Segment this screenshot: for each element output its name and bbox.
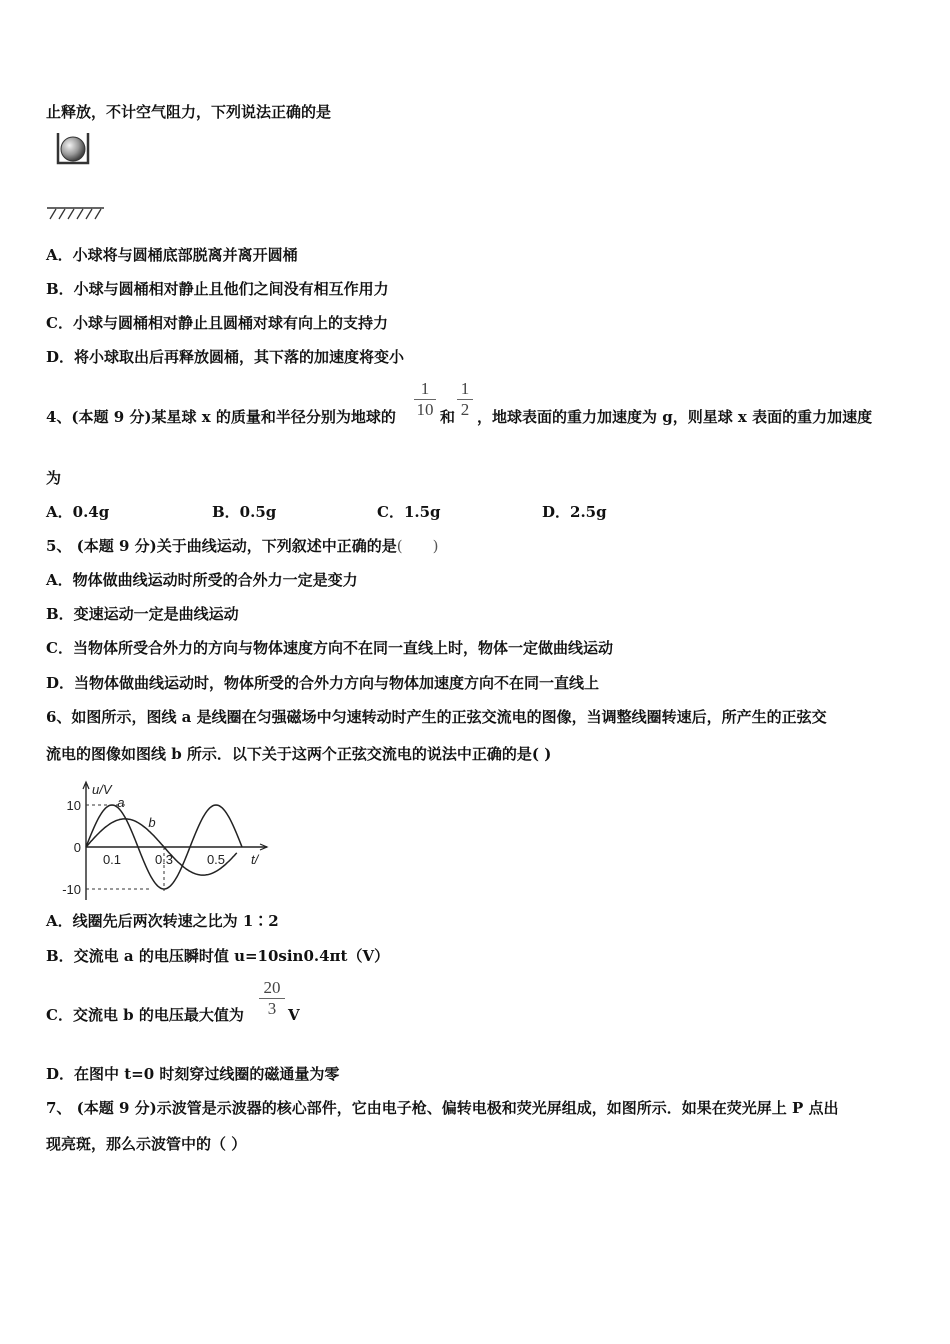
q4-option-c: C．1.5g bbox=[377, 503, 441, 521]
q5-answer-blank: ( ) bbox=[396, 537, 439, 555]
q4-stem-part-1: 4、(本题 9 分)某星球 x 的质量和半径分别为地球的 bbox=[46, 408, 396, 426]
series-a-label: a bbox=[117, 795, 125, 810]
x-axis-label: t/ bbox=[251, 852, 259, 867]
y-axis-label: u/V bbox=[92, 782, 112, 797]
y-tick-label: 10 bbox=[66, 798, 81, 813]
q6-option-a: A．线圈先后两次转速之比为 1∶2 bbox=[46, 912, 279, 930]
series-b-label: b bbox=[148, 814, 156, 830]
q5-option-b: B．变速运动一定是曲线运动 bbox=[46, 605, 239, 623]
q3-option-b: B．小球与圆桶相对静止且他们之间没有相互作用力 bbox=[46, 280, 389, 298]
q6-option-c-text: C．交流电 b 的电压最大值为 bbox=[46, 1006, 244, 1024]
q6-option-b: B．交流电 a 的电压瞬时值 u=10sin0.4πt（V） bbox=[46, 947, 390, 965]
q4-stem-part-2: ，地球表面的重力加速度为 g，则星球 x 表面的重力加速度 bbox=[477, 408, 873, 426]
ac-voltage-chart bbox=[55, 778, 275, 902]
q5-option-d: D．当物体做曲线运动时，物体所受的合外力方向与物体加速度方向不在同一直线上 bbox=[46, 674, 600, 692]
q5-stem-text: 5、 (本题 9 分)关于曲线运动，下列叙述中正确的是 bbox=[46, 537, 397, 555]
question-3-stem-tail: 止释放，不计空气阻力，下列说法正确的是 bbox=[46, 103, 332, 121]
q4-frac2-denominator: 2 bbox=[460, 400, 470, 419]
q6-c-denominator: 3 bbox=[267, 999, 277, 1018]
q3-option-c: C．小球与圆桶相对静止且圆桶对球有向上的支持力 bbox=[46, 314, 388, 332]
q5-option-a: A．物体做曲线运动时所受的合外力一定是变力 bbox=[46, 571, 358, 589]
q3-option-a: A．小球将与圆桶底部脱离并离开圆桶 bbox=[46, 246, 298, 264]
q7-stem-line-1: 7、 (本题 9 分)示波管是示波器的核心部件，它由电子枪、偏转电极和荧光屏组成，如图所示．如果在荧光屏上 P 点出 bbox=[46, 1099, 839, 1117]
q4-option-a: A．0.4g bbox=[46, 503, 110, 521]
q5-option-c: C．当物体所受合外力的方向与物体速度方向不在同一直线上时，物体一定做曲线运动 bbox=[46, 639, 613, 657]
x-tick-label: 0.1 bbox=[102, 852, 122, 867]
q4-fraction-1-2 bbox=[457, 380, 473, 419]
y-tick-label: 0 bbox=[73, 840, 81, 855]
y-tick-label: -10 bbox=[62, 882, 81, 897]
q6-stem-line-1: 6、如图所示，图线 a 是线圈在匀强磁场中匀速转动时产生的正弦交流电的图像，当调整线圈转速后，所产生的正弦交 bbox=[46, 708, 827, 726]
q3-option-d: D．将小球取出后再释放圆桶，其下落的加速度将变小 bbox=[46, 348, 405, 366]
q4-option-b: B．0.5g bbox=[212, 503, 277, 521]
q7-stem-line-2: 现亮斑，那么示波管中的（ ） bbox=[46, 1135, 247, 1153]
q6-option-c-unit: V bbox=[288, 1006, 300, 1024]
q4-frac1-numerator: 1 bbox=[420, 379, 430, 398]
q6-option-d: D．在图中 t=0 时刻穿过线圈的磁通量为零 bbox=[46, 1065, 340, 1083]
q6-c-fraction-20-3 bbox=[259, 979, 285, 1018]
q4-conjunction: 和 bbox=[440, 408, 456, 426]
x-tick-label: 0.5 bbox=[206, 852, 226, 867]
q4-option-d: D．2.5g bbox=[542, 503, 607, 521]
q5-stem bbox=[46, 536, 438, 556]
q4-frac2-numerator: 1 bbox=[460, 379, 470, 398]
q4-stem-part-3: 为 bbox=[46, 469, 62, 487]
ground-hatch-figure bbox=[46, 206, 106, 220]
q6-stem-line-2: 流电的图像如图线 b 所示．以下关于这两个正弦交流电的说法中正确的是( ) bbox=[46, 745, 552, 763]
x-tick-label: 0.3 bbox=[154, 852, 174, 867]
q6-c-numerator: 20 bbox=[263, 978, 281, 997]
ball-in-bucket-figure bbox=[55, 131, 91, 167]
q4-fraction-1-10 bbox=[414, 380, 436, 419]
q4-frac1-denominator: 10 bbox=[416, 400, 434, 419]
